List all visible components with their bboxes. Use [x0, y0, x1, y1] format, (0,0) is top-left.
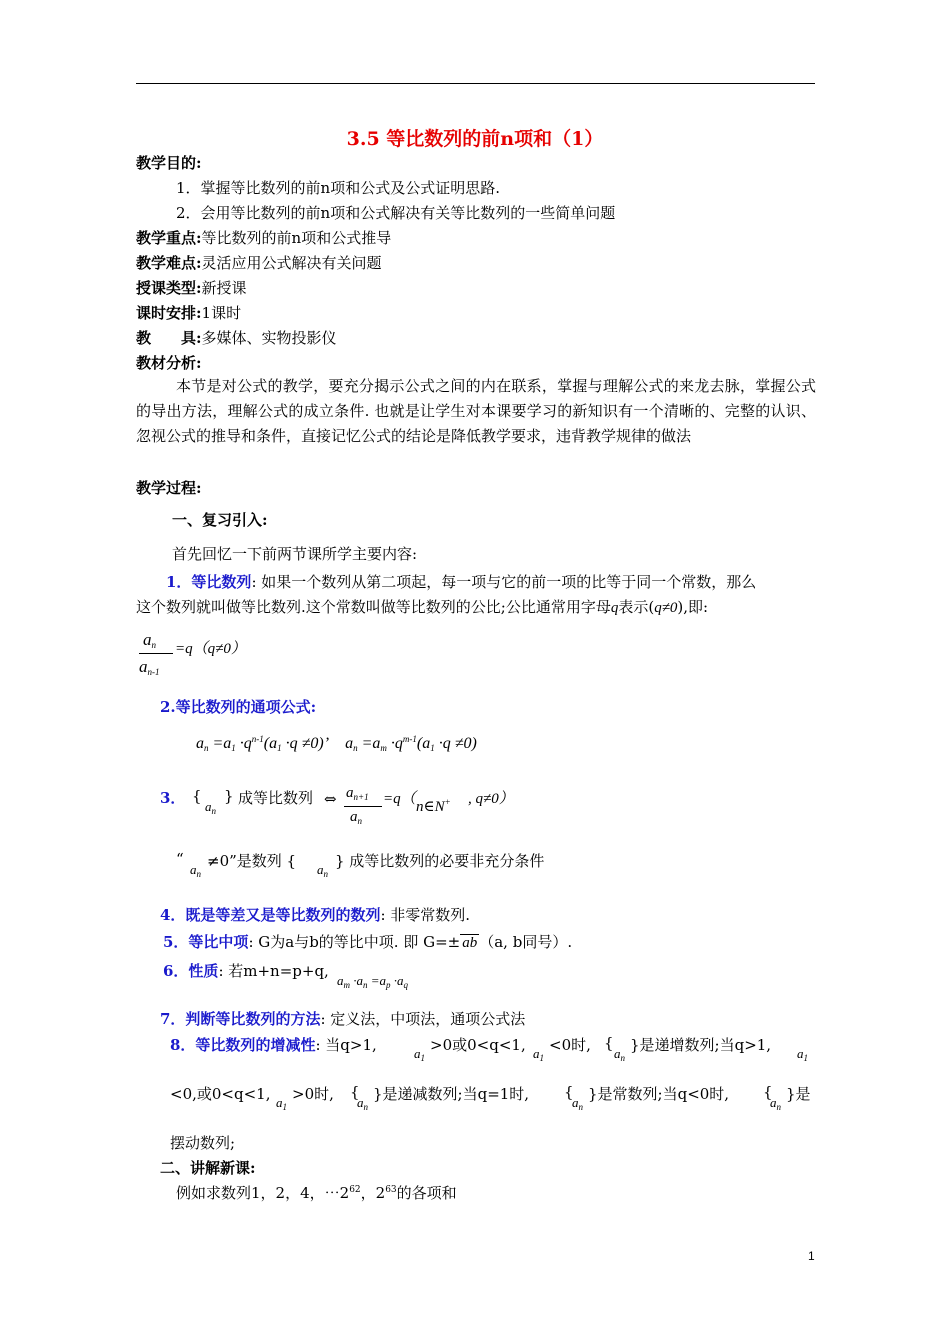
point-3b-an-2: $a_n$ [317, 862, 328, 879]
difficulty-text: 灵活应用公式解决有关问题 [201, 254, 382, 272]
point-5-sqrt: ab [462, 935, 478, 951]
point-3-cond-text: n∈N [416, 799, 445, 815]
focus-text: 等比数列的前n项和公式推导 [201, 229, 392, 247]
point-3-iff: ⇔ [324, 790, 337, 808]
point-7-text: : 定义法，中项法，通项公式法 [320, 1010, 526, 1028]
new-lesson-text-3: 的各项和 [396, 1184, 457, 1202]
process-label: 教学过程: [136, 479, 202, 497]
fraction-1-rhs: =q（q≠0） [175, 641, 246, 657]
point-8-text-c: }是递增数列;当q>1, [630, 1036, 772, 1054]
tools-text: 多媒体、实物投影仪 [201, 329, 337, 347]
point-8-a1-4: $a_1$ [276, 1095, 287, 1112]
point-1-text-3: 表示( [618, 598, 655, 616]
point-8-an-3: $a_n$ [572, 1095, 583, 1112]
page-title: 3.5 等比数列的前n项和（1） [346, 128, 604, 150]
point-8-text-h: }是 [786, 1085, 811, 1103]
fraction-1-num-sub: n [151, 640, 156, 650]
new-lesson-text-2: ，2 [360, 1184, 386, 1202]
review-heading: 一、复习引入: [172, 511, 268, 529]
general-term-formula: $a_n =a_1 \cdot q^{n-1}(a_1 \cdot q \ne 0)$’ $a_n =a_m \cdot q^{m-1}(a_1 \cdot q \ne 0)$ [196, 734, 477, 753]
point-8-text: : 当q>1, [315, 1036, 377, 1054]
point-3-cond [416, 797, 451, 816]
schedule-label: 课时安排: [136, 304, 202, 322]
point-3-text: 成等比数列 [238, 789, 314, 807]
point-5-text-2: （a, b同号）. [479, 933, 573, 951]
objectives-label: 教学目的: [136, 154, 202, 172]
fraction-1-den-sub: n-1 [147, 667, 160, 677]
lesson-type-label: 授课类型: [136, 279, 202, 297]
tools-row [136, 327, 337, 348]
header-rule [136, 83, 815, 84]
point-5-label: 5．等比中项 [163, 933, 249, 951]
point-1-line-1 [166, 571, 756, 592]
point-3b-quote: “ [176, 850, 184, 868]
point-3-label: 3． [160, 789, 186, 807]
point-8-text-i: 摆动数列; [170, 1134, 236, 1152]
point-3-cond-sup: + [444, 797, 451, 807]
review-intro: 首先回忆一下前两节课所学主要内容: [172, 545, 418, 563]
point-8-text-a: >0或0<q<1, [430, 1036, 526, 1054]
point-8-label: 8．等比数列的增减性 [170, 1036, 316, 1054]
point-7-row [160, 1008, 525, 1029]
point-6-label: 6．性质 [163, 962, 219, 980]
point-8-a1-3: $a_1$ [797, 1046, 808, 1063]
point-6-text: : 若m+n=p+q, [218, 962, 329, 980]
point-7-label: 7．判断等比数列的方法 [160, 1010, 321, 1028]
point-1-text: : 如果一个数列从第二项起，每一项与它的前一项的比等于同一个常数，那么 [251, 573, 757, 591]
difficulty-label: 教学难点: [136, 254, 202, 272]
schedule-row [136, 302, 241, 323]
point-3-frac-den: $a_n$ [350, 809, 362, 826]
point-8-an-1: $a_n$ [614, 1046, 625, 1063]
new-lesson-example [176, 1182, 457, 1203]
point-1-cond: q≠0 [654, 600, 678, 616]
fraction-1-den-var: a [139, 657, 148, 676]
point-3-an: $a_n$ [205, 799, 216, 816]
point-8-brace-4: { [763, 1083, 773, 1101]
point-1-text-4: ),即: [677, 598, 709, 616]
point-4-text: : 非零常数列. [380, 906, 471, 924]
point-8-brace-2: { [350, 1083, 360, 1101]
point-8-text-g: }是常数列;当q<0时, [588, 1085, 730, 1103]
point-8-row-1 [170, 1034, 377, 1055]
new-lesson-sup-1: 62 [349, 1185, 361, 1195]
point-1-label: 1．等比数列 [166, 573, 252, 591]
point-4-row [160, 904, 470, 925]
point-3b-an: $a_n$ [190, 862, 201, 879]
point-1-q: q [610, 600, 619, 616]
difficulty-row [136, 252, 382, 273]
lesson-type-text: 新授课 [201, 279, 247, 297]
point-5-text: : G为a与b的等比中项. 即 G=± [248, 933, 461, 951]
point-8-a1-2: $a_1$ [533, 1046, 544, 1063]
point-3-brace-close: } [224, 787, 234, 805]
point-8-an-4: $a_n$ [770, 1095, 781, 1112]
analysis-label: 教材分析: [136, 354, 202, 372]
point-8-text-d: <0,或0<q<1, [170, 1085, 271, 1103]
point-8-brace-3: { [564, 1083, 574, 1101]
page-number: 1 [808, 1249, 815, 1263]
focus-row [136, 227, 391, 248]
point-3-q: , q≠0） [468, 791, 514, 807]
objective-item-1: 1．掌握等比数列的前n项和公式及公式证明思路. [176, 179, 500, 197]
point-8-text-e: >0时, [292, 1085, 334, 1103]
point-3b-text-2: } 成等比数列的必要非充分条件 [335, 852, 545, 870]
point-8-an-2: $a_n$ [357, 1095, 368, 1112]
point-3-frac-num: $a_{n+1}$ [346, 785, 369, 802]
fraction-1-denominator [139, 657, 160, 677]
new-lesson-sup-2: 63 [385, 1185, 397, 1195]
new-lesson-text: 例如求数列1，2，4，⋯2 [176, 1184, 350, 1202]
point-3-brace-open: { [192, 787, 202, 805]
point-4-label: 4．既是等差又是等比数列的数列 [160, 906, 381, 924]
objective-item-2: 2．会用等比数列的前n项和公式解决有关等比数列的一些简单问题 [176, 204, 616, 222]
point-3-frac-bar [344, 806, 382, 807]
fraction-1-bar [139, 653, 173, 654]
point-3-eq-q: =q（ [383, 791, 416, 807]
point-3b-text: ≠0”是数列 { [207, 852, 297, 870]
point-6-row [163, 960, 329, 981]
point-1-text-2: 这个数列就叫做等比数列.这个常数叫做等比数列的公比;公比通常用字母 [136, 598, 611, 616]
point-1-line-2 [136, 596, 708, 617]
point-5-row [163, 931, 572, 952]
tools-label: 教 具: [136, 329, 202, 347]
point-8-text-f: }是递减数列;当q=1时, [373, 1085, 530, 1103]
point-8-a1-1: $a_1$ [414, 1046, 425, 1063]
lesson-type-row [136, 277, 247, 298]
point-8-text-b: <0时, [549, 1036, 591, 1054]
schedule-text: 1课时 [201, 304, 242, 322]
focus-label: 教学重点: [136, 229, 202, 247]
new-lesson-heading: 二、讲解新课: [160, 1159, 256, 1177]
point-6-formula: $a_m \cdot a_n =a_p \cdot a_q$ [337, 973, 409, 990]
fraction-1-num-var: a [143, 630, 152, 649]
point-8-brace-1: { [604, 1034, 614, 1052]
analysis-text: 本节是对公式的教学，要充分揭示公式之间的内在联系，掌握与理解公式的来龙去脉，掌握公式的导出方法，理解公式的成立条件. 也就是让学生对本课要学习的新知识有一个清晰的、完整的认识、忽视公式的推导和条件，直接记忆公式的结论是降低教学要求，违背教学规律的做法 [136, 377, 816, 445]
fraction-1-numerator [143, 630, 156, 650]
point-2-label: 2.等比数列的通项公式: [160, 698, 317, 716]
